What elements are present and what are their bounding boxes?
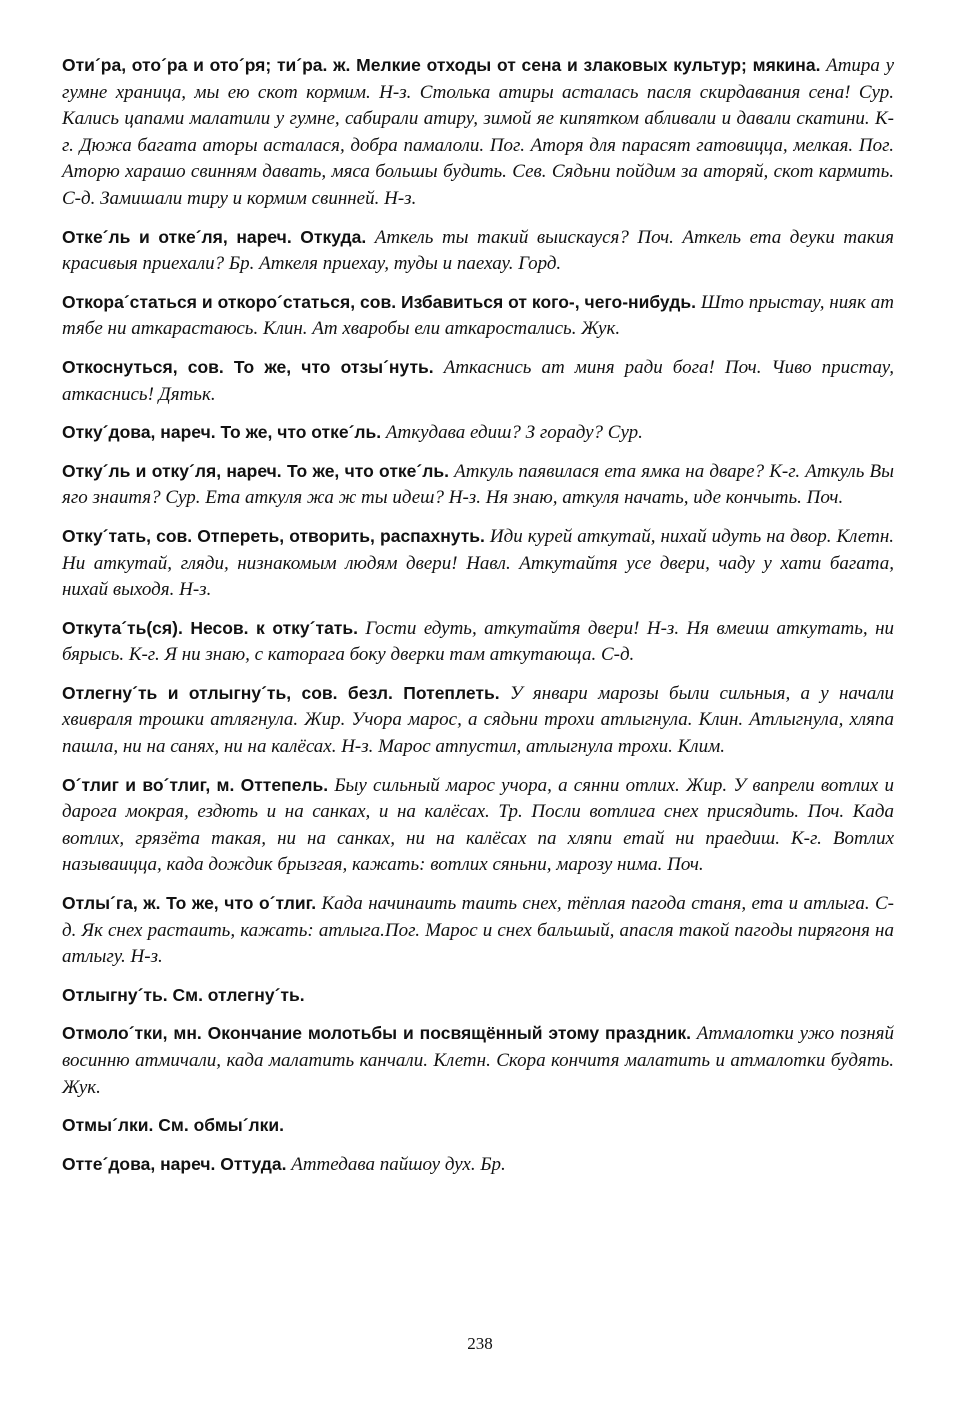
dictionary-entry — [62, 419, 894, 447]
dictionary-entry — [62, 1020, 894, 1101]
dictionary-entry — [62, 982, 894, 1010]
entry-examples: Быу сильный марос учора, а сянни отлих. Жир. У вапрели вотлих и дарога мокрая, ездють и на санках, и на калёсах. Тр. Посли вотлига снех присядить. Поч. Када вотлих, грязёта такая, ни на санках, ни на калёсах па хляпи етай ни праедиш. К-г. Вотлих называицца, када дождик брызгая, кажать: вотлих сяньни, марозу нима. Поч. — [62, 774, 895, 876]
entry-examples: Аткаснись ат миня ради бога! Поч. Чиво пристау, аткаснись! Дятьк. — [62, 356, 895, 405]
dictionary-entry — [62, 890, 894, 971]
entry-headword: Отку´ль и отку´ля, нареч. То же, что отке´ль. — [62, 460, 449, 481]
page-number: 238 — [467, 1334, 493, 1353]
dictionary-entry — [62, 523, 894, 604]
entry-headword: Оти´ра, ото´ра и ото´ря; ти´ра. ж. Мелкие отходы от сена и злаковых культур; мякина. — [62, 55, 821, 75]
dictionary-entry — [62, 289, 894, 343]
entry-headword: Отку´тать, сов. Отпереть, отворить, распахнуть. — [62, 525, 485, 546]
entry-examples: Аткудава едиш? З гораду? Сур. — [385, 422, 643, 444]
entry-examples: Када начинаить таить снех, тёплая пагода станя, ета и атлыга. С-д. Як снех растаить, кажать: атлыга.Пог. Марос и снех бальшый, апасля такой пагоды пирягоня на атлыгу. Н-з. — [62, 893, 894, 968]
entry-examples: Гости едуть, аткутайтя двери! Н-з. Ня вмеиш аткутать, ни бярысь. К-г. Я ни знаю, с каторага боку дверки там аткутающа. С-д. — [62, 617, 894, 666]
entry-headword: Отлыгну´ть. См. отлегну´ть. — [62, 984, 305, 1005]
entry-headword: Отмы´лки. См. обмы´лки. — [62, 1115, 285, 1136]
entry-headword: Отку´дова, нареч. То же, что отке´ль. — [62, 422, 382, 443]
entry-headword: О´тлиг и во´тлиг, м. Оттепель. — [62, 774, 329, 795]
dictionary-entry — [62, 1151, 894, 1179]
entry-headword: Отке´ль и отке´ля, нареч. Откуда. — [62, 226, 367, 247]
entry-headword: Отмоло´тки, мн. Окончание молотьбы и посвящённый этому праздник. — [62, 1023, 691, 1044]
dictionary-entry — [62, 52, 894, 213]
dictionary-entry — [62, 772, 894, 879]
dictionary-entry — [62, 615, 894, 669]
entry-headword: Откора´статься и откоро´статься, сов. Избавиться от кого-, чего-нибудь. — [62, 291, 696, 312]
entry-examples: Аттедава пайшоу дух. Бр. — [291, 1153, 506, 1175]
entry-examples: У январи марозы были сильныя, а у начали хвивраля трошки атлягнула. Жир. Учора марос, а сядьни трохи атлыгнула. Клин. Атлыгнула, хляпа пашла, ни на санях, ни на калёсах. Н-з. Марос атпустил, атлыгнула трохи. Клим. — [62, 682, 895, 758]
entry-examples: Иди курей аткутай, нихай идуть на двор. Клетн. Ни аткутай, гляди, низнакомым людям двери! Навл. Аткутайтя усе двери, чаду у хати багата, нихай выходя. Н-з. — [62, 525, 894, 601]
dictionary-entry — [62, 354, 894, 408]
entry-examples: Што прыстау, нияк ат тябе ни аткарастаюсь. Клин. Ат хваробы ели аткаростались. Жук. — [62, 291, 895, 340]
dictionary-entries — [62, 52, 894, 1189]
entry-headword: Отлегну´ть и отлыгну´ть, сов. безл. Потеплеть. — [62, 682, 500, 703]
dictionary-entry — [62, 458, 894, 512]
entry-examples: Аткель ты такий выискауся? Поч. Аткель ета деуки такия красивыя приехали? Бр. Аткеля приехау, туды и паехау. Горд. — [62, 226, 895, 275]
entry-headword: Отлы´га, ж. То же, что о´тлиг. — [62, 893, 317, 914]
entry-headword: Откоснуться, сов. То же, что отзы´нуть. — [62, 356, 434, 377]
dictionary-entry — [62, 224, 894, 278]
dictionary-entry — [62, 1112, 894, 1140]
entry-examples: Аткуль паявилася ета ямка на дваре? К-г. Аткуль Вы яго знаитя? Сур. Ета аткуля жа ж ты идеш? Н-з. Ня знаю, аткуля начать, иде кончыть. Поч. — [62, 460, 895, 509]
entry-examples: Атира у гумне храница, мы ею скот кормим. Н-з. Столька атиры асталась пасля скирдавания сена! Сур. Кались цапами малатили у гумне, сабирали атиру, зимой яе кипятком абливали и давали скатини. К-г. Дюжа багата аторы асталася, добра памалоли. Пог. Аторя для парасят гатовицца, мелкая. Пог. Аторю харашо свинням давать, мяса большы будить. Сев. Сядьни пойдим за аторяй, скот кармить. С-д. Замишали тиру и кормим свинней. Н-з. — [62, 55, 895, 209]
dictionary-entry — [62, 680, 894, 761]
entry-headword: Отте´дова, нареч. Оттуда. — [62, 1153, 287, 1174]
entry-headword: Откута´ть(ся). Несов. к отку´тать. — [62, 617, 358, 638]
entry-examples: Атмалотки ужо позняй восинню атмичали, када малатить канчали. Клетн. Скора кончитя малатить и атмалотки будять. Жук. — [62, 1023, 894, 1098]
